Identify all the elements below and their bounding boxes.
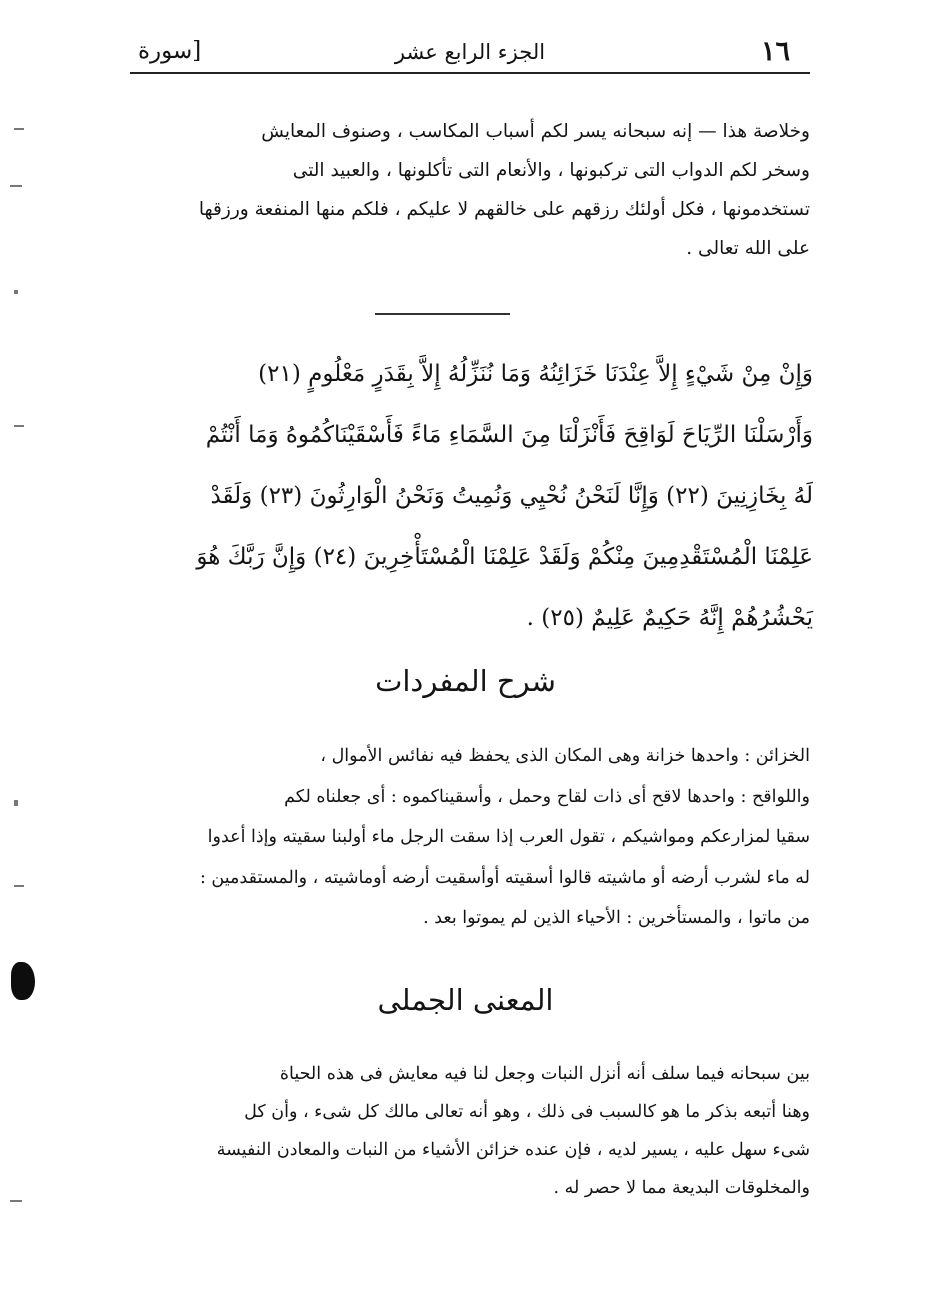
surah-label: [سورة (138, 38, 202, 64)
header-rule (130, 72, 810, 74)
meaning-heading: المعنى الجملى (377, 983, 554, 1017)
text-line: وهنا أتبعه بذكر ما هو كالسبب فى ذلك ، وهو أنه تعالى مالك كل شىء ، وأن كل (244, 1102, 810, 1122)
scan-mark (14, 290, 18, 294)
scan-mark (14, 128, 24, 130)
text-line: وخلاصة هذا — إنه سبحانه يسر لكم أسباب المكاسب ، وصنوف المعايش (261, 121, 810, 142)
scan-mark (10, 1200, 22, 1202)
text-line: على الله تعالى . (686, 238, 810, 259)
scan-mark (14, 885, 24, 887)
verse-line: لَهُ بِخَازِنِينَ (٢٢) وَإِنَّا لَنَحْنُ نُحْيِي وَنُمِيتُ وَنَحْنُ الْوَارِثُونَ (٢٣) وَلَقَدْ (210, 483, 813, 509)
text-line: والمخلوقات البديعة مما لا حصر له . (553, 1178, 810, 1198)
scan-mark (10, 185, 22, 187)
text-line: شىء سهل عليه ، يسير لديه ، فإن عنده خزائن الأشياء من النبات والمعادن النفيسة (216, 1140, 810, 1160)
text-line: تستخدمونها ، فكل أولئك رزقهم على خالقهم لا عليكم ، فلكم منها المنفعة ورزقها (198, 199, 810, 220)
running-title: الجزء الرابع عشر (394, 40, 546, 64)
text-line: بين سبحانه فيما سلف أنه أنزل النبات وجعل لنا فيه معايش فى هذه الحياة (279, 1064, 810, 1084)
summary-paragraph (135, 112, 810, 268)
section-divider (375, 313, 510, 315)
verse-line: وَإِنْ مِنْ شَيْءٍ إِلاَّ عِنْدَنَا خَزَائِنُهُ وَمَا نُنَزِّلُهُ إِلاَّ بِقَدَرٍ مَعْلُومٍ (٢١) (258, 361, 813, 387)
vocab-paragraph (135, 736, 810, 939)
meaning-paragraph (135, 1055, 810, 1207)
verse-line: يَحْشُرُهُمْ إِنَّهُ حَكِيمٌ عَلِيمٌ (٢٥) . (526, 605, 813, 631)
verse-line: وَأَرْسَلْنَا الرِّيَاحَ لَوَاقِحَ فَأَنْزَلْنَا مِنَ السَّمَاءِ مَاءً فَأَسْقَيْنَاكُمُوهُ وَمَا أَنْتُمْ (205, 422, 813, 448)
text-line: من ماتوا ، والمستأخرين : الأحياء الذين لم يموتوا بعد . (423, 908, 810, 928)
text-line: له ماء لشرب أرضه أو ماشيته قالوا أسقيته أوأسقيت أرضه أوماشيته ، والمستقدمين : (199, 867, 810, 888)
text-line: وسخر لكم الدواب التى تركبونها ، والأنعام التى تأكلونها ، والعبيد التى (292, 160, 810, 181)
text-line: سقيا لمزارعكم ومواشيكم ، تقول العرب إذا سقت الرجل ماء أولبنا سقيته وإذا أعدوا (207, 827, 810, 847)
page-header (130, 30, 810, 74)
text-line: الخزائن : واحدها خزانة وهى المكان الذى يحفظ فيه نفائس الأموال ، (320, 746, 810, 766)
text-line: واللواقح : واحدها لاقح أى ذات لقاح وحمل ، وأسقيناكموه : أى جعلناه لكم (284, 786, 810, 807)
page-number: ١٦ (760, 36, 790, 67)
scan-mark (14, 425, 24, 427)
quran-verses (128, 344, 813, 649)
ink-blot (11, 962, 35, 1000)
scan-mark (14, 800, 18, 806)
vocab-heading: شرح المفردات (375, 664, 556, 698)
verse-line: عَلِمْنَا الْمُسْتَقْدِمِينَ مِنْكُمْ وَلَقَدْ عَلِمْنَا الْمُسْتَأْخِرِينَ (٢٤) وَإِنَّ رَبَّكَ هُوَ (196, 544, 813, 570)
